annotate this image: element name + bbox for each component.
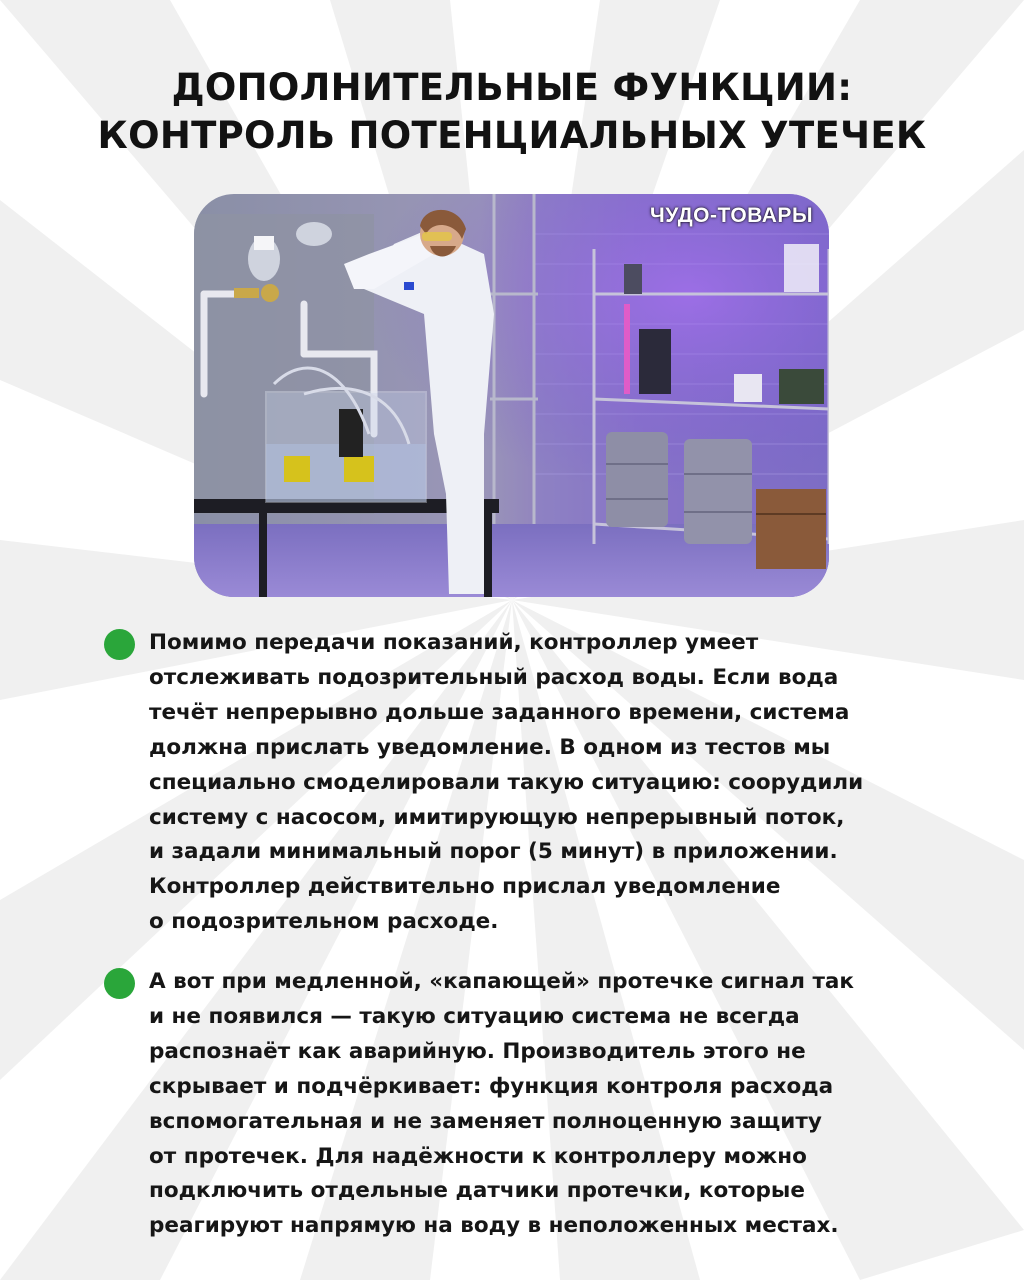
bullet-1-line: о подозрительном расходе.: [149, 909, 499, 935]
bullet-1-line: должна прислать уведомление. В одном из тестов мы: [149, 734, 831, 760]
bullet-text-2: [149, 965, 949, 1244]
bullet-1-line: Контроллер действительно прислал уведомление: [149, 874, 781, 900]
bullet-1-line: течёт непрерывно дольше заданного времени, система: [149, 699, 850, 725]
bullet-2-line: реагируют напрямую на воду в неположенных местах.: [149, 1213, 839, 1239]
bullet-1-line: Помимо передачи показаний, контроллер умеет: [149, 630, 759, 655]
bullet-dot-icon: [104, 629, 135, 660]
lab-photo: [194, 194, 829, 597]
bullet-2-line: подключить отдельные датчики протечки, которые: [149, 1178, 805, 1204]
bullet-1-line: специально смоделировали такую ситуацию: соорудили: [149, 769, 864, 795]
title-line-1: ДОПОЛНИТЕЛЬНЫЕ ФУНКЦИИ:: [171, 66, 853, 109]
bullet-2-line: распознаёт как аварийную. Производитель этого не: [149, 1038, 806, 1064]
bullet-1-line: систему с насосом, имитирующую непрерывный поток,: [149, 804, 845, 830]
lab-photo-illustration: [194, 194, 829, 597]
bullet-2-line: от протечек. Для надёжности к контроллеру можно: [149, 1143, 807, 1169]
title-line-2: КОНТРОЛЬ ПОТЕНЦИАЛЬНЫХ УТЕЧЕК: [97, 114, 927, 157]
bullet-text-1: [149, 626, 949, 940]
photo-watermark: ЧУДО-ТОВАРЫ: [649, 204, 813, 227]
bullet-2-line: вспомогательная и не заменяет полноценную защиту: [149, 1108, 822, 1134]
bullet-2-line: и не появился — такую ситуацию система не всегда: [149, 1003, 800, 1029]
page-title: [0, 64, 1024, 160]
bullet-1-line: и задали минимальный порог (5 минут) в приложении.: [149, 839, 838, 865]
bullet-dot-icon: [104, 968, 135, 999]
bullet-2-line: скрывает и подчёркивает: функция контроля расхода: [149, 1073, 834, 1099]
bullet-1-line: отслеживать подозрительный расход воды. Если вода: [149, 664, 839, 690]
bullet-2-line: А вот при медленной, «капающей» протечке сигнал так: [149, 969, 855, 994]
